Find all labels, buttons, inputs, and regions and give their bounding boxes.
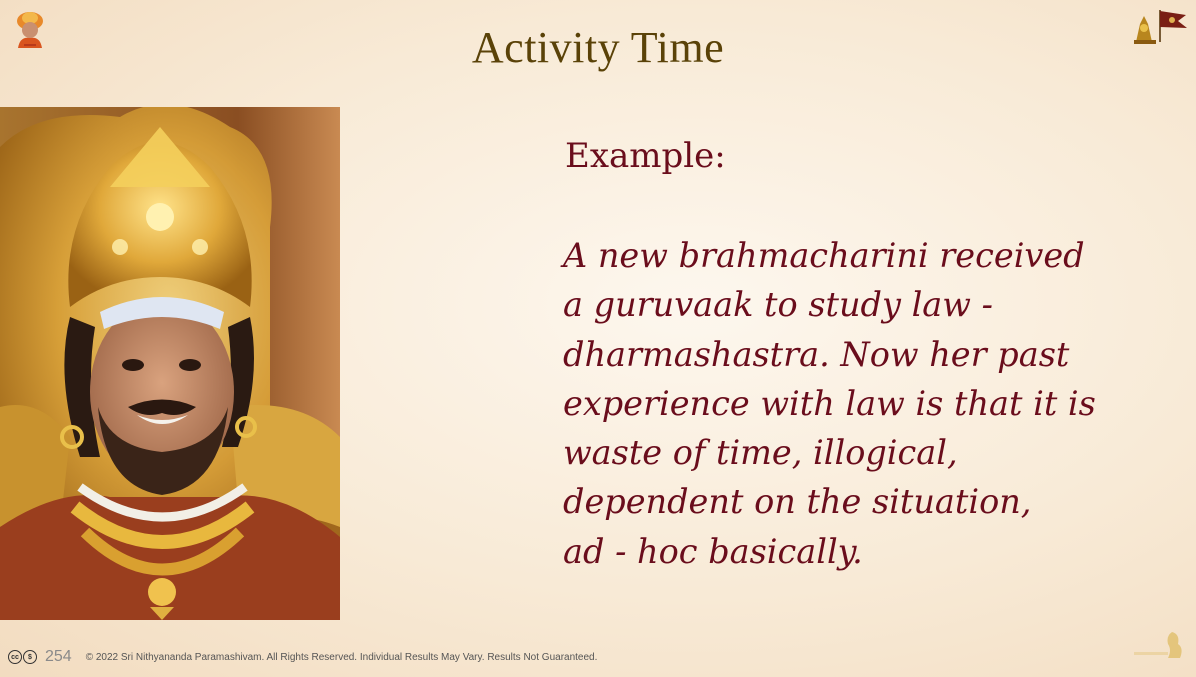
nc-license-icon: $ <box>23 650 37 664</box>
page-title: Activity Time <box>471 23 725 72</box>
body-line: A new brahmacharini received <box>563 236 1085 275</box>
body-line: dharmashastra. Now her past <box>563 334 1070 374</box>
body-line: dependent on the situation, <box>563 482 1032 522</box>
license-icons <box>8 650 37 664</box>
guru-portrait-image <box>0 107 340 620</box>
gold-logo-icon <box>1132 630 1188 662</box>
body-line: ad - hoc basically. <box>563 531 863 571</box>
footer <box>8 645 597 669</box>
copyright-text: © 2022 Sri Nithyananda Paramashivam. All Rights Reserved. Individual Results May Vary. Results Not Guaranteed. <box>85 651 598 663</box>
page-number: 254 <box>45 648 72 665</box>
body-line: a guruvaak to study law - <box>563 285 993 325</box>
body-line: experience with law is that it is <box>563 383 1096 423</box>
example-label: Example: <box>565 136 726 176</box>
example-body <box>563 231 1163 576</box>
cc-license-icon: cc <box>8 650 22 664</box>
body-line: waste of time, illogical, <box>563 433 958 473</box>
